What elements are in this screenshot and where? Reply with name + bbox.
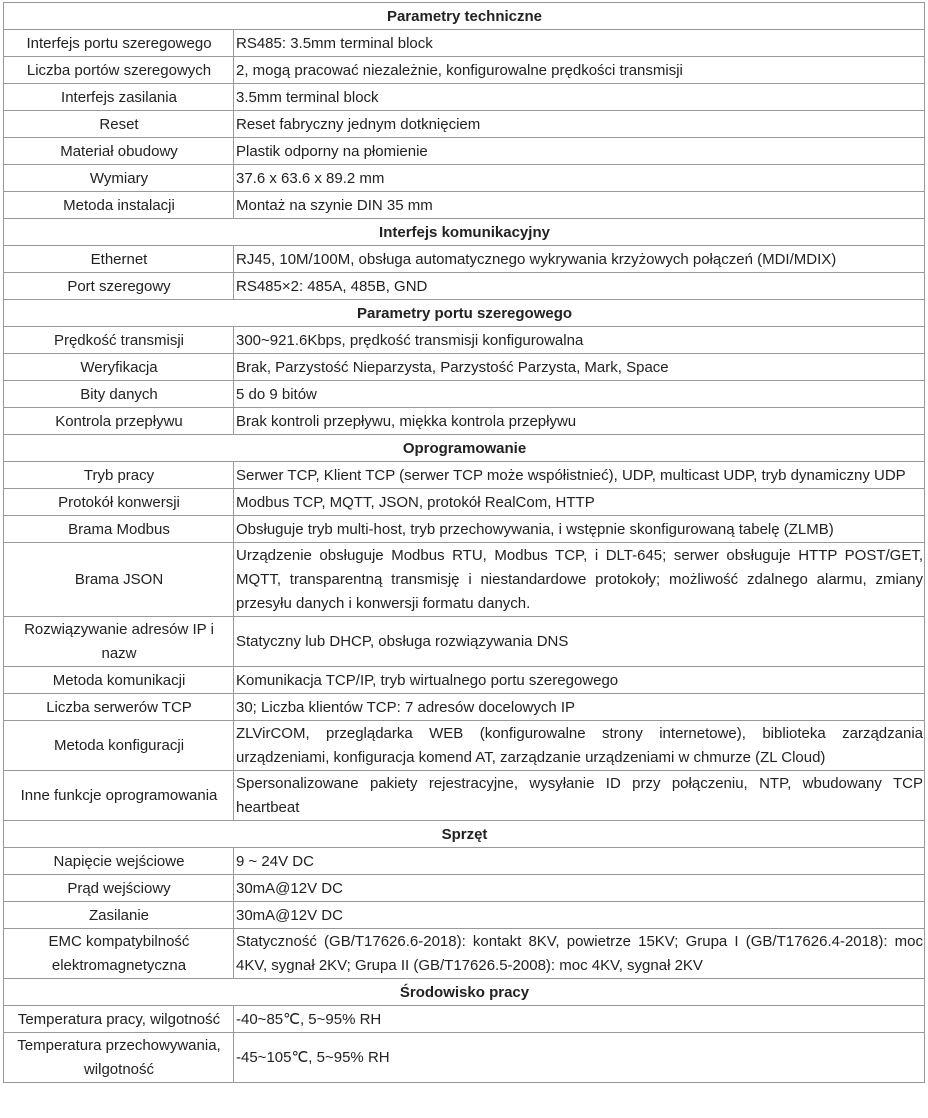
table-row: [4, 617, 925, 667]
row-value: RS485: 3.5mm terminal block: [234, 30, 925, 57]
row-value: Brak kontroli przepływu, miękka kontrola przepływu: [234, 408, 925, 435]
row-label: Prąd wejściowy: [4, 875, 234, 902]
row-label: Kontrola przepływu: [4, 408, 234, 435]
row-label: Brama Modbus: [4, 516, 234, 543]
row-label: Port szeregowy: [4, 273, 234, 300]
row-label: EMC kompatybilność elektromagnetyczna: [4, 929, 234, 979]
table-row: [4, 848, 925, 875]
row-label: Liczba serwerów TCP: [4, 694, 234, 721]
spec-table: [3, 2, 925, 1083]
table-row: [4, 192, 925, 219]
row-label: Tryb pracy: [4, 462, 234, 489]
row-label: Metoda konfiguracji: [4, 721, 234, 771]
row-label: Metoda komunikacji: [4, 667, 234, 694]
table-row: [4, 721, 925, 771]
row-label: Interfejs zasilania: [4, 84, 234, 111]
table-row: [4, 111, 925, 138]
table-row: [4, 246, 925, 273]
row-value: 37.6 x 63.6 x 89.2 mm: [234, 165, 925, 192]
table-row: [4, 381, 925, 408]
row-label: Inne funkcje oprogramowania: [4, 771, 234, 821]
section-header-row: [4, 435, 925, 462]
row-value: Komunikacja TCP/IP, tryb wirtualnego portu szeregowego: [234, 667, 925, 694]
row-label: Bity danych: [4, 381, 234, 408]
row-label: Interfejs portu szeregowego: [4, 30, 234, 57]
row-value: Serwer TCP, Klient TCP (serwer TCP może współistnieć), UDP, multicast UDP, tryb dynamiczny UDP: [234, 462, 925, 489]
table-row: [4, 1033, 925, 1083]
row-label: Liczba portów szeregowych: [4, 57, 234, 84]
row-value: Plastik odporny na płomienie: [234, 138, 925, 165]
table-row: [4, 84, 925, 111]
section-title: Parametry techniczne: [4, 3, 925, 30]
row-value: Urządzenie obsługuje Modbus RTU, Modbus TCP, i DLT-645; serwer obsługuje HTTP POST/GET, MQTT, transparentną transmisję i niestandardowe protokoły; możliwość zdalnego alarmu, zmiany przesyłu danych i konwersji formatu danych.: [234, 543, 925, 617]
table-row: [4, 771, 925, 821]
section-title: Oprogramowanie: [4, 435, 925, 462]
row-value: -40~85℃, 5~95% RH: [234, 1006, 925, 1033]
row-label: Prędkość transmisji: [4, 327, 234, 354]
row-value: -45~105℃, 5~95% RH: [234, 1033, 925, 1083]
row-label: Reset: [4, 111, 234, 138]
table-row: [4, 489, 925, 516]
row-value: 30; Liczba klientów TCP: 7 adresów docelowych IP: [234, 694, 925, 721]
table-row: [4, 462, 925, 489]
row-value: RS485×2: 485A, 485B, GND: [234, 273, 925, 300]
row-label: Metoda instalacji: [4, 192, 234, 219]
section-title: Interfejs komunikacyjny: [4, 219, 925, 246]
section-header-row: [4, 300, 925, 327]
row-value: Reset fabryczny jednym dotknięciem: [234, 111, 925, 138]
row-value: RJ45, 10M/100M, obsługa automatycznego wykrywania krzyżowych połączeń (MDI/MDIX): [234, 246, 925, 273]
row-label: Weryfikacja: [4, 354, 234, 381]
table-row: [4, 543, 925, 617]
row-label: Napięcie wejściowe: [4, 848, 234, 875]
section-title: Sprzęt: [4, 821, 925, 848]
spec-table-body: [4, 3, 925, 1083]
row-value: Modbus TCP, MQTT, JSON, protokół RealCom, HTTP: [234, 489, 925, 516]
table-row: [4, 354, 925, 381]
row-value: 5 do 9 bitów: [234, 381, 925, 408]
table-row: [4, 875, 925, 902]
row-label: Ethernet: [4, 246, 234, 273]
section-title: Środowisko pracy: [4, 979, 925, 1006]
table-row: [4, 902, 925, 929]
row-value: 30mA@12V DC: [234, 875, 925, 902]
row-label: Zasilanie: [4, 902, 234, 929]
row-value: 3.5mm terminal block: [234, 84, 925, 111]
row-value: 9 ~ 24V DC: [234, 848, 925, 875]
row-value: Statyczność (GB/T17626.6-2018): kontakt 8KV, powietrze 15KV; Grupa I (GB/T17626.4-2018): moc 4KV, sygnał 2KV; Grupa II (GB/T17626.5-2008): moc 4KV, sygnał 2KV: [234, 929, 925, 979]
row-value: Spersonalizowane pakiety rejestracyjne, wysyłanie ID przy połączeniu, NTP, wbudowany TCP heartbeat: [234, 771, 925, 821]
section-header-row: [4, 821, 925, 848]
row-value: Montaż na szynie DIN 35 mm: [234, 192, 925, 219]
table-row: [4, 327, 925, 354]
table-row: [4, 516, 925, 543]
table-row: [4, 929, 925, 979]
table-row: [4, 1006, 925, 1033]
table-row: [4, 57, 925, 84]
row-label: Materiał obudowy: [4, 138, 234, 165]
row-value: Brak, Parzystość Nieparzysta, Parzystość Parzysta, Mark, Space: [234, 354, 925, 381]
row-value: Statyczny lub DHCP, obsługa rozwiązywania DNS: [234, 617, 925, 667]
row-value: 30mA@12V DC: [234, 902, 925, 929]
section-title: Parametry portu szeregowego: [4, 300, 925, 327]
row-value: 2, mogą pracować niezależnie, konfigurowalne prędkości transmisji: [234, 57, 925, 84]
table-row: [4, 694, 925, 721]
table-row: [4, 273, 925, 300]
row-label: Wymiary: [4, 165, 234, 192]
section-header-row: [4, 219, 925, 246]
row-label: Rozwiązywanie adresów IP i nazw: [4, 617, 234, 667]
row-label: Protokół konwersji: [4, 489, 234, 516]
section-header-row: [4, 979, 925, 1006]
table-row: [4, 408, 925, 435]
row-label: Brama JSON: [4, 543, 234, 617]
row-value: ZLVirCOM, przeglądarka WEB (konfigurowalne strony internetowe), biblioteka zarządzania urządzeniami, konfiguracja komend AT, zarządzanie urządzeniami w chmurze (ZL Cloud): [234, 721, 925, 771]
row-value: 300~921.6Kbps, prędkość transmisji konfigurowalna: [234, 327, 925, 354]
row-value: Obsługuje tryb multi-host, tryb przechowywania, i wstępnie skonfigurowaną tabelę (ZLMB): [234, 516, 925, 543]
table-row: [4, 667, 925, 694]
table-row: [4, 30, 925, 57]
row-label: Temperatura pracy, wilgotność: [4, 1006, 234, 1033]
table-row: [4, 165, 925, 192]
row-label: Temperatura przechowywania, wilgotność: [4, 1033, 234, 1083]
section-header-row: [4, 3, 925, 30]
table-row: [4, 138, 925, 165]
